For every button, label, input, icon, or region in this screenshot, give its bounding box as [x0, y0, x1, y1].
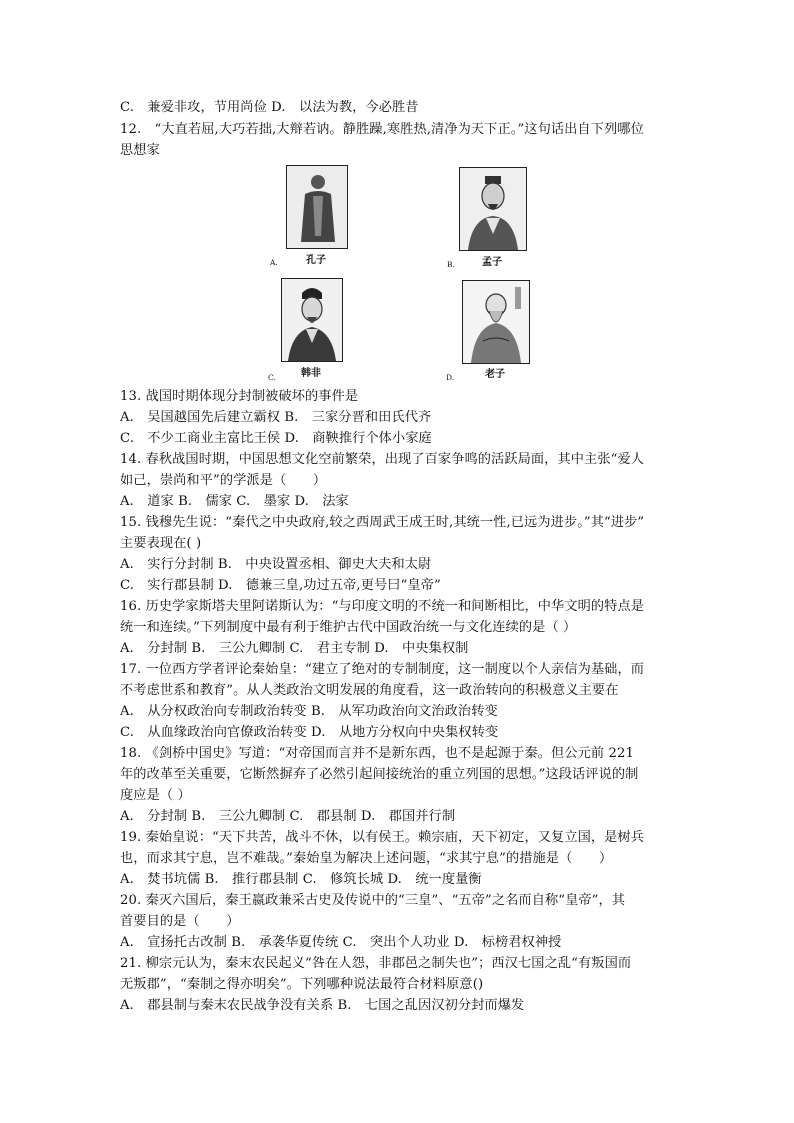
option-d-caption: 老子 — [485, 369, 505, 380]
option-a-caption: 孔子 — [306, 255, 326, 266]
question-18-stem: 18. 《剑桥中国史》写道：“对帝国而言并不是新东西，也不是起源于秦。但公元前 221 — [120, 746, 634, 761]
question-17-options-ab: A. 从分权政治向专制政治转变 B. 从军功政治向文治政治转变 — [120, 704, 498, 719]
question-16-options: A. 分封制 B. 三公九卿制 C. 君主专制 D. 中央集权制 — [120, 641, 469, 656]
mencius-portrait — [459, 167, 527, 251]
question-19-options: A. 焚书坑儒 B. 推行郡县制 C. 修筑长城 D. 统一度量衡 — [120, 872, 482, 887]
option-a-label: A. — [270, 258, 278, 267]
question-15-options-cd: C. 实行郡县制 D. 德兼三皇,功过五帝,更号曰“皇帝” — [120, 578, 441, 593]
option-c-caption: 韩非 — [301, 368, 321, 379]
question-18-stem-cont: 年的改革至关重要，它断然摒弃了必然引起间接统治的重立列国的思想。”这段话评说的制 — [120, 767, 639, 782]
confucius-portrait — [286, 165, 348, 249]
question-15-options-ab: A. 实行分封制 B. 中央设置丞相、御史大夫和太尉 — [120, 557, 432, 572]
question-21-stem: 21. 柳宗元认为，秦末农民起义“咎在人怨，非郡邑之制失也”；西汉七国之乱“有叛国而 — [120, 956, 632, 971]
question-13-options-cd: C. 不少工商业主富比王侯 D. 商鞅推行个体小家庭 — [120, 431, 432, 446]
question-15-stem-cont: 主要表现在( ) — [120, 536, 202, 551]
question-21-options-ab: A. 郡县制与秦末农民战争没有关系 B. 七国之乱因汉初分封而爆发 — [120, 998, 525, 1013]
option-b-caption: 孟子 — [482, 257, 502, 268]
question-14-stem: 14. 春秋战国时期，中国思想文化空前繁荣，出现了百家争鸣的活跃局面，其中主张“爱人 — [120, 452, 645, 467]
question-17-stem: 17. 一位西方学者评论秦始皇：“建立了绝对的专制制度，这一制度以个人亲信为基础，而 — [120, 662, 645, 677]
question-12-stem-cont: 思想家 — [120, 143, 160, 158]
question-12-stem: 12. “大直若屈,大巧若拙,大辩若讷。静胜躁,寒胜热,清净为天下正。”这句话出自下列哪位 — [120, 122, 644, 137]
option-d-label: D. — [446, 373, 455, 382]
han-fei-portrait — [281, 278, 343, 362]
question-20-stem: 20. 秦灭六国后，秦王嬴政兼采古史及传说中的“三皇”、“五帝”之名而自称“皇帝”，其 — [120, 893, 626, 908]
question-18-stem-end: 度应是（ ） — [120, 788, 191, 803]
question-16-stem: 16. 历史学家斯塔夫里阿诺斯认为：“与印度文明的不统一和间断相比，中华文明的特点是 — [120, 599, 645, 614]
question-13-stem: 13. 战国时期体现分封制被破坏的事件是 — [120, 389, 359, 404]
option-c-label: C. — [268, 373, 276, 382]
option-b-label: B. — [447, 260, 455, 269]
question-19-stem-cont: 也，而求其宁息，岂不难哉。”秦始皇为解决上述问题，“求其宁息”的措施是（ ） — [120, 851, 613, 866]
question-17-stem-cont: 不考虑世系和教育”。从人类政治文明发展的角度看，这一政治转向的积极意义主要在 — [120, 683, 619, 698]
question-20-options: A. 宣扬托古改制 B. 承袭华夏传统 C. 突出个人功业 D. 标榜君权神授 — [120, 935, 562, 950]
question-15-stem: 15. 钱穆先生说：“秦代之中央政府,较之西周武王成王时,其统一性,已远为进步。”其“进步” — [120, 515, 645, 530]
question-14-options: A. 道家 B. 儒家 C. 墨家 D. 法家 — [120, 494, 349, 509]
question-17-options-cd: C. 从血缘政治向官僚政治转变 D. 从地方分权向中央集权转变 — [120, 725, 499, 740]
laozi-portrait — [462, 280, 530, 364]
question-18-options: A. 分封制 B. 三公九卿制 C. 郡县制 D. 郡国并行制 — [120, 809, 456, 824]
question-14-stem-cont: 如己，崇尚和平”的学派是（ ） — [120, 473, 327, 488]
question-21-stem-cont: 无叛郡”，“秦制之得亦明矣”。下列哪种说法最符合材料原意() — [120, 977, 484, 992]
question-11-options-cd: C. 兼爱非攻，节用尚俭 D. 以法为教，今必胜昔 — [120, 100, 419, 115]
question-16-stem-cont: 统一和连续。”下列制度中最有利于维护古代中国政治统一与文化连续的是（ ） — [120, 620, 577, 635]
question-13-options-ab: A. 吴国越国先后建立霸权 B. 三家分晋和田氏代齐 — [120, 410, 432, 425]
question-20-stem-cont: 首要目的是（ ） — [120, 914, 240, 929]
question-19-stem: 19. 秦始皇说：“天下共苦，战斗不休，以有侯王。赖宗庙，天下初定，又复立国，是树兵 — [120, 830, 645, 845]
